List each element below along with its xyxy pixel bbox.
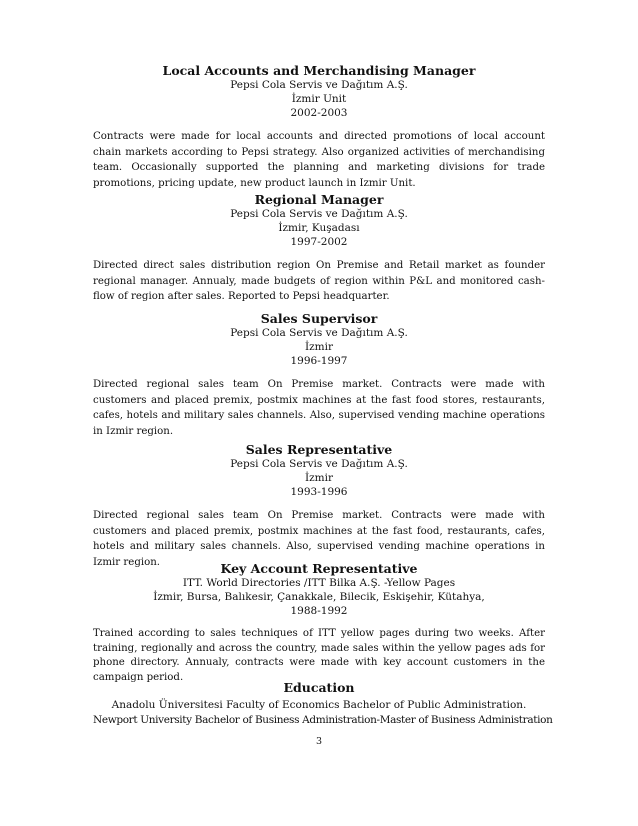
job-company: Pepsi Cola Servis ve Dağıtım A.Ş.	[230, 327, 408, 339]
job-description: Directed regional sales team On Premise market. Contracts were made with customers and placed premix, postmix machines at the fast food, restaurants, cafes, hotels and military sales channels. Also, supervised vending machine operations in Izmir region.	[93, 510, 545, 568]
education-section	[93, 680, 553, 728]
job-company: Pepsi Cola Servis ve Dağıtım A.Ş.	[230, 208, 408, 220]
job-years: 2002-2003	[290, 107, 348, 119]
job-location: İzmir	[304, 472, 333, 484]
page-number: 3	[315, 736, 323, 747]
job-title: Regional Manager	[254, 192, 384, 207]
job-years: 1996-1997	[290, 355, 348, 367]
job-local-accounts-manager	[93, 63, 545, 191]
job-title: Sales Representative	[245, 442, 393, 457]
job-description: Trained according to sales techniques of ITT yellow pages during two weeks. After training, regionally and across the country, made sales within the yellow pages ads for phone directory. Annualy, contracts were made with key account customers in the campaign period.	[93, 628, 545, 683]
job-description: Directed regional sales team On Premise market. Contracts were made with customers and placed premix, postmix machines at the fast food stores, restaurants, cafes, hotels and military sales channels. Also, supervised vending machine operations in Izmir region.	[93, 379, 545, 437]
job-company: Pepsi Cola Servis ve Dağıtım A.Ş.	[230, 79, 408, 91]
education-title: Education	[283, 680, 355, 695]
education-line-1: Anadolu Üniversitesi Faculty of Economics Bachelor of Public Administration.	[111, 699, 527, 711]
job-location: İzmir, Kuşadası	[278, 222, 360, 234]
education-line-2: Newport University Bachelor of Business Administration-Master of Business Administration	[93, 714, 553, 726]
job-title: Sales Supervisor	[260, 311, 378, 326]
job-title: Key Account Representative	[220, 561, 418, 576]
job-location: İzmir, Bursa, Balıkesir, Çanakkale, Bilecik, Eskişehir, Kütahya,	[153, 591, 485, 603]
job-description: Directed direct sales distribution region On Premise and Retail market as founder regional manager. Annualy, made budgets of region within P&L and monitored cash-flow of region after sales. Reported to Pepsi headquarter.	[93, 260, 545, 302]
job-company: Pepsi Cola Servis ve Dağıtım A.Ş.	[230, 458, 408, 470]
job-location: İzmir Unit	[291, 93, 347, 105]
job-description: Contracts were made for local accounts and directed promotions of local account chain markets according to Pepsi strategy. Also organized activities of merchandising team. Occasionally supported the planning and marketing divisions for trade promotions, pricing update, new product launch in Izmir Unit.	[93, 131, 545, 189]
job-years: 1988-1992	[290, 605, 348, 617]
job-sales-representative	[93, 442, 545, 570]
job-years: 1993-1996	[290, 486, 348, 498]
job-key-account-representative	[93, 561, 545, 685]
job-title: Local Accounts and Merchandising Manager	[162, 63, 476, 78]
job-sales-supervisor	[93, 311, 545, 439]
job-company: ITT. World Directories /ITT Bilka A.Ş. -Yellow Pages	[182, 577, 456, 589]
job-regional-manager	[93, 192, 545, 305]
job-location: İzmir	[304, 341, 333, 353]
job-years: 1997-2002	[290, 236, 348, 248]
